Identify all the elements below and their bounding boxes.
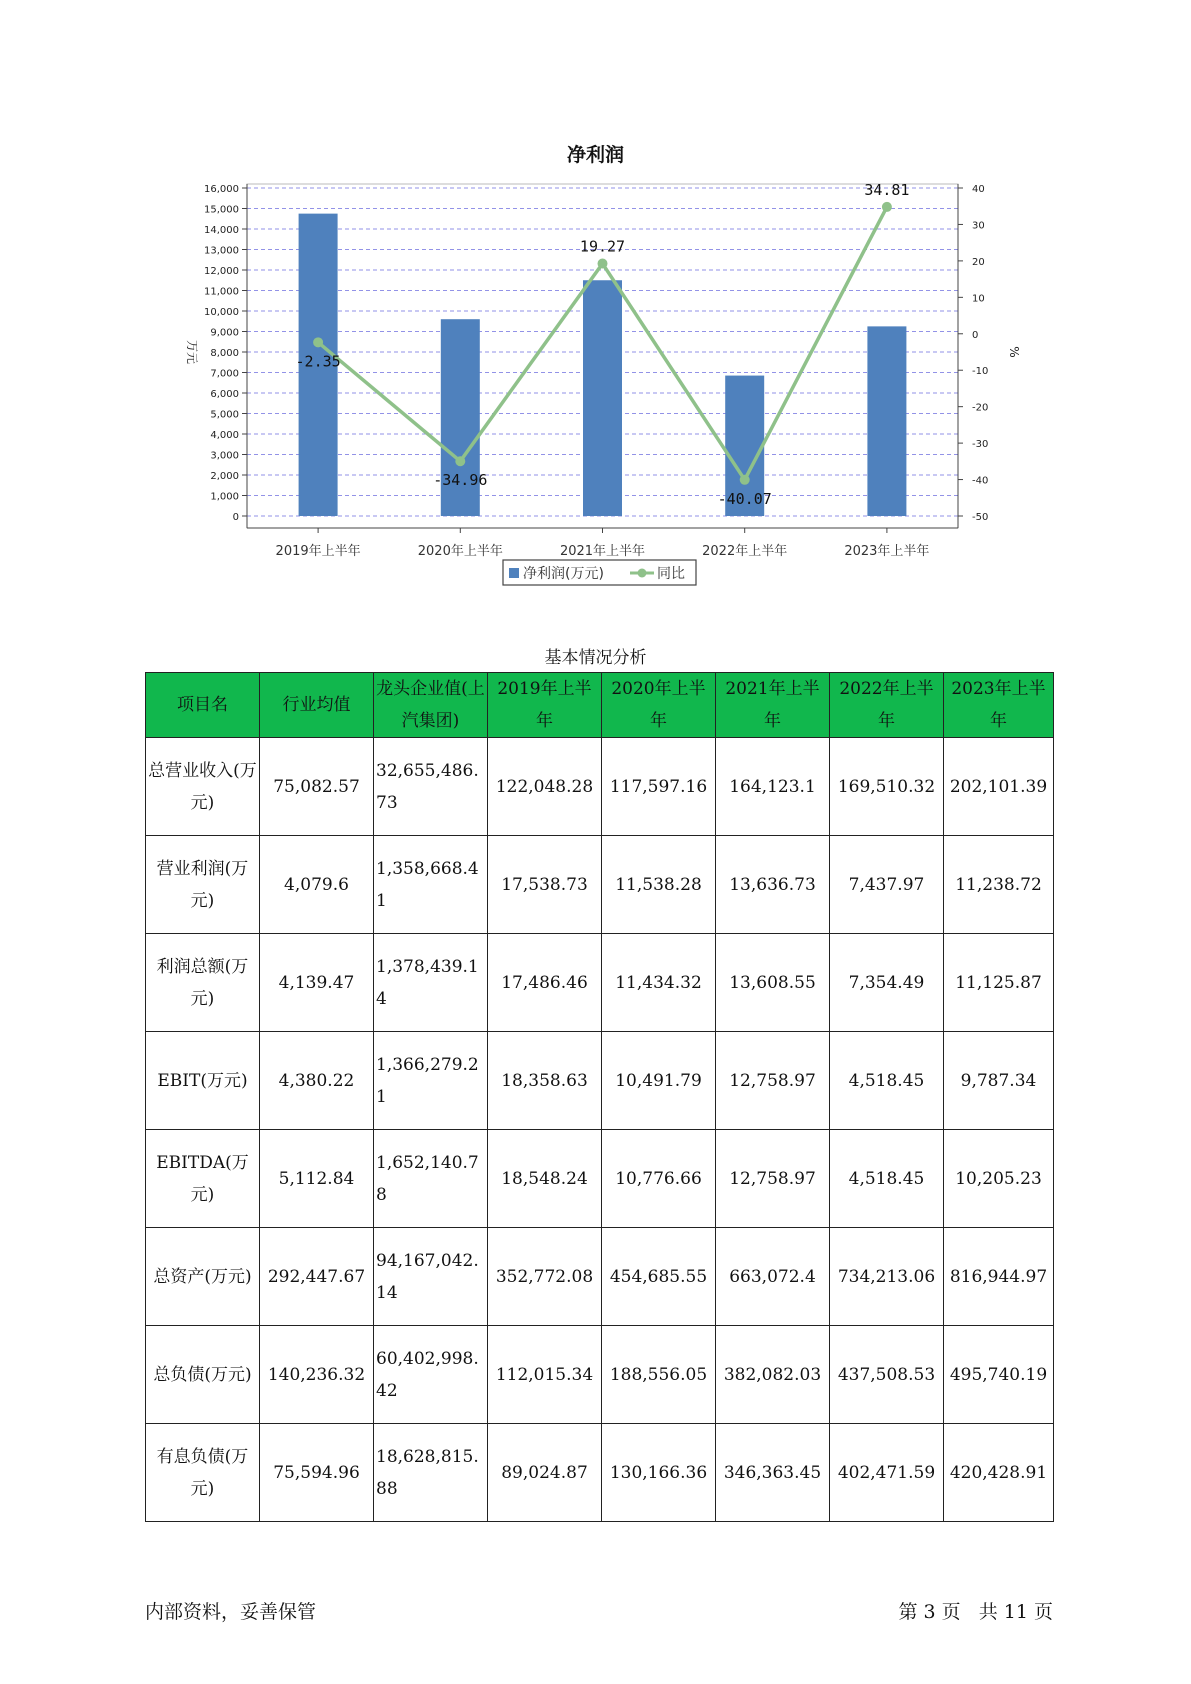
value-cell: 4,380.22: [260, 1032, 374, 1130]
data-label-yoy: 34.81: [864, 180, 910, 199]
value-cell: 454,685.55: [602, 1228, 716, 1326]
table-row: [146, 934, 1054, 1032]
net-profit-chart: [0, 0, 1191, 620]
legend-bar-swatch: [509, 568, 519, 578]
y2-tick-label: -30: [972, 439, 989, 451]
value-cell: 420,428.91: [944, 1424, 1054, 1522]
value-cell: 169,510.32: [830, 738, 944, 836]
value-cell: 11,538.28: [602, 836, 716, 934]
leader-value-cell: 32,655,486.73: [374, 738, 488, 836]
bar-net-profit: [583, 280, 622, 516]
value-cell: 75,082.57: [260, 738, 374, 836]
value-cell: 10,491.79: [602, 1032, 716, 1130]
leader-value-cell: 60,402,998.42: [374, 1326, 488, 1424]
table-row: [146, 1326, 1054, 1424]
leader-value-cell: 1,358,668.41: [374, 836, 488, 934]
value-cell: 11,434.32: [602, 934, 716, 1032]
legend-bar-label: 净利润(万元): [523, 566, 604, 582]
header-2020h1: 2020年上半年: [602, 673, 716, 738]
row-label-cell: EBIT(万元): [146, 1032, 260, 1130]
table-row: [146, 836, 1054, 934]
footer-confidential-note: 内部资料，妥善保管: [145, 1601, 317, 1623]
row-label-cell: 总负债(万元): [146, 1326, 260, 1424]
value-cell: 140,236.32: [260, 1326, 374, 1424]
y2-axis-title: %: [1007, 346, 1021, 358]
value-cell: 122,048.28: [488, 738, 602, 836]
value-cell: 346,363.45: [716, 1424, 830, 1522]
value-cell: 734,213.06: [830, 1228, 944, 1326]
y-tick-label: 12,000: [204, 266, 239, 277]
value-cell: 13,636.73: [716, 836, 830, 934]
y-tick-label: 10,000: [204, 307, 239, 318]
value-cell: 382,082.03: [716, 1326, 830, 1424]
x-tick-label: 2019年上半年: [275, 544, 361, 559]
value-cell: 11,125.87: [944, 934, 1054, 1032]
value-cell: 188,556.05: [602, 1326, 716, 1424]
value-cell: 117,597.16: [602, 738, 716, 836]
value-cell: 17,486.46: [488, 934, 602, 1032]
y-tick-label: 5,000: [210, 409, 239, 421]
value-cell: 4,139.47: [260, 934, 374, 1032]
point-yoy: [598, 259, 608, 269]
value-cell: 164,123.1: [716, 738, 830, 836]
footer-page-number: 第 3 页 共 11 页: [898, 1601, 1053, 1623]
x-tick-label: 2023年上半年: [844, 544, 930, 559]
y-tick-label: 15,000: [204, 204, 239, 216]
y2-tick-label: -50: [972, 512, 989, 523]
value-cell: 112,015.34: [488, 1326, 602, 1424]
leader-value-cell: 94,167,042.14: [374, 1228, 488, 1326]
y2-tick-label: -10: [972, 366, 989, 378]
header-2023h1: 2023年上半年: [944, 673, 1054, 738]
value-cell: 816,944.97: [944, 1228, 1054, 1326]
y2-tick-label: 0: [972, 329, 979, 341]
y-tick-label: 8,000: [210, 348, 239, 359]
chart-title: 净利润: [566, 144, 624, 166]
header-industry-average: 行业均值: [260, 673, 374, 738]
value-cell: 9,787.34: [944, 1032, 1054, 1130]
table-row: [146, 1130, 1054, 1228]
point-yoy: [740, 475, 750, 485]
data-label-yoy: -40.07: [717, 489, 772, 508]
y-tick-label: 9,000: [210, 327, 239, 339]
value-cell: 12,758.97: [716, 1130, 830, 1228]
x-tick-label: 2020年上半年: [417, 544, 503, 559]
value-cell: 352,772.08: [488, 1228, 602, 1326]
value-cell: 4,518.45: [830, 1130, 944, 1228]
value-cell: 18,548.24: [488, 1130, 602, 1228]
value-cell: 437,508.53: [830, 1326, 944, 1424]
header-2021h1: 2021年上半年: [716, 673, 830, 738]
value-cell: 7,354.49: [830, 934, 944, 1032]
y-tick-label: 7,000: [210, 368, 239, 380]
value-cell: 495,740.19: [944, 1326, 1054, 1424]
y2-tick-label: -40: [972, 475, 989, 487]
legend-line-marker: [638, 569, 647, 578]
basic-situation-table: [145, 672, 1054, 1522]
y-tick-label: 14,000: [204, 225, 239, 236]
y2-tick-label: 40: [972, 184, 985, 195]
value-cell: 202,101.39: [944, 738, 1054, 836]
bar-net-profit: [867, 326, 906, 516]
point-yoy: [455, 456, 465, 466]
value-cell: 663,072.4: [716, 1228, 830, 1326]
y2-tick-label: 10: [972, 293, 985, 305]
header-2019h1: 2019年上半年: [488, 673, 602, 738]
value-cell: 13,608.55: [716, 934, 830, 1032]
y-tick-label: 16,000: [204, 184, 239, 195]
value-cell: 12,758.97: [716, 1032, 830, 1130]
row-label-cell: 总营业收入(万元): [146, 738, 260, 836]
leader-value-cell: 1,652,140.78: [374, 1130, 488, 1228]
data-label-yoy: 19.27: [579, 237, 626, 256]
value-cell: 402,471.59: [830, 1424, 944, 1522]
table-row: [146, 1032, 1054, 1130]
leader-value-cell: 1,378,439.14: [374, 934, 488, 1032]
value-cell: 75,594.96: [260, 1424, 374, 1522]
header-leader-value: 龙头企业值(上汽集团): [374, 673, 488, 738]
legend-line-label: 同比: [657, 566, 685, 582]
point-yoy: [313, 337, 323, 347]
value-cell: 89,024.87: [488, 1424, 602, 1522]
x-tick-label: 2021年上半年: [559, 544, 646, 559]
y2-tick-label: 30: [972, 220, 985, 232]
data-label-yoy: -34.96: [433, 471, 488, 490]
value-cell: 17,538.73: [488, 836, 602, 934]
y-tick-label: 2,000: [210, 471, 239, 482]
y-axis-title: 万元: [185, 339, 199, 365]
y-tick-label: 1,000: [210, 491, 239, 503]
table-row: [146, 1424, 1054, 1522]
leader-value-cell: 18,628,815.88: [374, 1424, 488, 1522]
value-cell: 5,112.84: [260, 1130, 374, 1228]
value-cell: 7,437.97: [830, 836, 944, 934]
row-label-cell: 有息负债(万元): [146, 1424, 260, 1522]
table-caption: 基本情况分析: [544, 648, 647, 668]
value-cell: 10,776.66: [602, 1130, 716, 1228]
y2-tick-label: 20: [972, 256, 985, 268]
point-yoy: [882, 202, 892, 212]
y-tick-label: 6,000: [210, 389, 239, 400]
value-cell: 130,166.36: [602, 1424, 716, 1522]
leader-value-cell: 1,366,279.21: [374, 1032, 488, 1130]
header-item-name: 项目名: [146, 673, 260, 738]
y-tick-label: 3,000: [210, 450, 239, 462]
value-cell: 18,358.63: [488, 1032, 602, 1130]
x-tick-label: 2022年上半年: [702, 544, 788, 559]
row-label-cell: 营业利润(万元): [146, 836, 260, 934]
value-cell: 292,447.67: [260, 1228, 374, 1326]
y-tick-label: 11,000: [204, 286, 239, 298]
value-cell: 4,518.45: [830, 1032, 944, 1130]
table-header-row: [146, 673, 1054, 738]
row-label-cell: 利润总额(万元): [146, 934, 260, 1032]
y-tick-label: 13,000: [204, 245, 239, 257]
y-tick-label: 4,000: [210, 430, 239, 441]
table-row: [146, 1228, 1054, 1326]
y2-tick-label: -20: [972, 402, 989, 414]
data-label-yoy: -2.35: [295, 352, 341, 371]
value-cell: 11,238.72: [944, 836, 1054, 934]
value-cell: 10,205.23: [944, 1130, 1054, 1228]
table-row: [146, 738, 1054, 836]
row-label-cell: EBITDA(万元): [146, 1130, 260, 1228]
y-tick-label: 0: [232, 512, 239, 523]
header-2022h1: 2022年上半年: [830, 673, 944, 738]
row-label-cell: 总资产(万元): [146, 1228, 260, 1326]
value-cell: 4,079.6: [260, 836, 374, 934]
